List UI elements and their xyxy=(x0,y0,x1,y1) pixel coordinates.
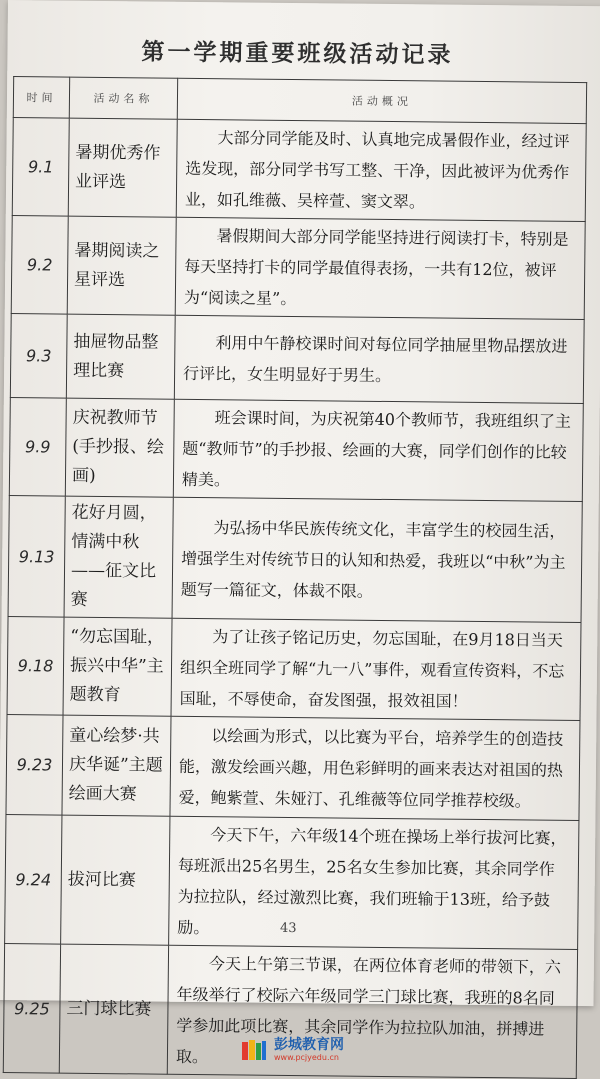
table-row xyxy=(11,216,585,320)
row-activity-name: 暑期优秀作业评选 xyxy=(68,118,177,217)
books-logo-icon xyxy=(240,1038,268,1062)
row-time: 9.23 xyxy=(6,715,63,816)
row-summary: 今天上午第三节课，在两位体育老师的带领下，六年级举行了校际六年级同学三门球比赛，我班的8名同学参加此项比赛，其余同学作为拉拉队加油，拼搏进取。 xyxy=(167,945,577,1078)
row-time: 9.1 xyxy=(12,118,69,217)
row-time: 9.13 xyxy=(8,496,65,618)
row-summary: 为了让孩子铭记历史，勿忘国耻，在9月18日当天组织全班同学了解“九一八”事件，观看宣传资料，不忘国耻，不辱使命，奋发图强，报效祖国！ xyxy=(171,618,581,720)
watermark-name: 彭城教育网 xyxy=(274,1037,344,1053)
row-summary: 暑假期间大部分同学能坚持进行阅读打卡，特别是每天坚持打卡的同学最值得表扬，一共有12位，被评为“阅读之星”。 xyxy=(175,217,585,319)
row-activity-name: 拔河比赛 xyxy=(61,815,170,945)
row-time: 9.3 xyxy=(10,314,67,399)
row-activity-name: 庆祝教师节(手抄报、绘画) xyxy=(65,398,174,497)
row-summary: 为弘扬中华民族传统文化，丰富学生的校园生活，增强学生对传统节日的认知和热爱，我班以“中秋”为主题写一篇征文，体裁不限。 xyxy=(172,497,582,622)
row-summary: 今天下午，六年级14个班在操场上举行拔河比赛，每班派出25名男生，25名女生参加比赛，其余同学作为拉拉队，经过激烈比赛，我们班输于13班，给予鼓励。 xyxy=(169,816,579,949)
row-time: 9.2 xyxy=(11,216,68,315)
header-name: 活动名称 xyxy=(69,77,177,119)
row-activity-name: 暑期阅读之星评选 xyxy=(67,216,176,315)
row-activity-name: 童心绘梦·共庆华诞”主题绘画大赛 xyxy=(62,715,171,816)
row-summary: 大部分同学能及时、认真地完成暑假作业，经过评选发现，部分同学书写工整、干净，因此被评为优秀作业，如孔维薇、吴梓萱、窦文翠。 xyxy=(176,119,586,221)
table-row xyxy=(8,496,582,623)
row-activity-name: 抽屉物品整理比赛 xyxy=(66,314,175,399)
row-time: 9.9 xyxy=(9,398,66,497)
row-summary: 以绘画为形式，以比赛为平台，培养学生的创造技能，激发绘画兴趣，用色彩鲜明的画来表达对祖国的热爱，鲍紫萱、朱娅汀、孔维薇等位同学推荐校级。 xyxy=(170,716,580,820)
page-number: 43 xyxy=(279,920,297,937)
header-time: 时间 xyxy=(13,77,69,119)
table-row xyxy=(6,715,580,821)
header-summary: 活动概况 xyxy=(177,78,586,123)
table-row xyxy=(12,118,586,222)
table-row xyxy=(7,617,581,721)
row-summary: 利用中午静校课时间对每位同学抽屉里物品摆放进行评比，女生明显好于男生。 xyxy=(174,315,584,403)
row-time: 9.18 xyxy=(7,617,64,716)
row-time: 9.24 xyxy=(5,815,62,945)
row-time: 9.25 xyxy=(3,944,60,1074)
page-title: 第一学期重要班级活动记录 xyxy=(141,38,454,69)
watermark-url: www.pcjyedu.cn xyxy=(274,1053,339,1062)
table-header-row xyxy=(13,77,586,124)
row-activity-name: 花好月圆，情满中秋——征文比赛 xyxy=(64,496,173,618)
table-row xyxy=(10,314,584,404)
row-summary: 班会课时间，为庆祝第40个教师节，我班组织了主题“教师节”的手抄报、绘画的大赛，同学们创作的比较精美。 xyxy=(173,399,583,501)
site-watermark xyxy=(240,1038,344,1062)
row-activity-name: “勿忘国耻，振兴中华”主题教育 xyxy=(63,617,172,716)
row-activity-name: 三门球比赛 xyxy=(59,944,168,1074)
table-row xyxy=(9,398,583,502)
